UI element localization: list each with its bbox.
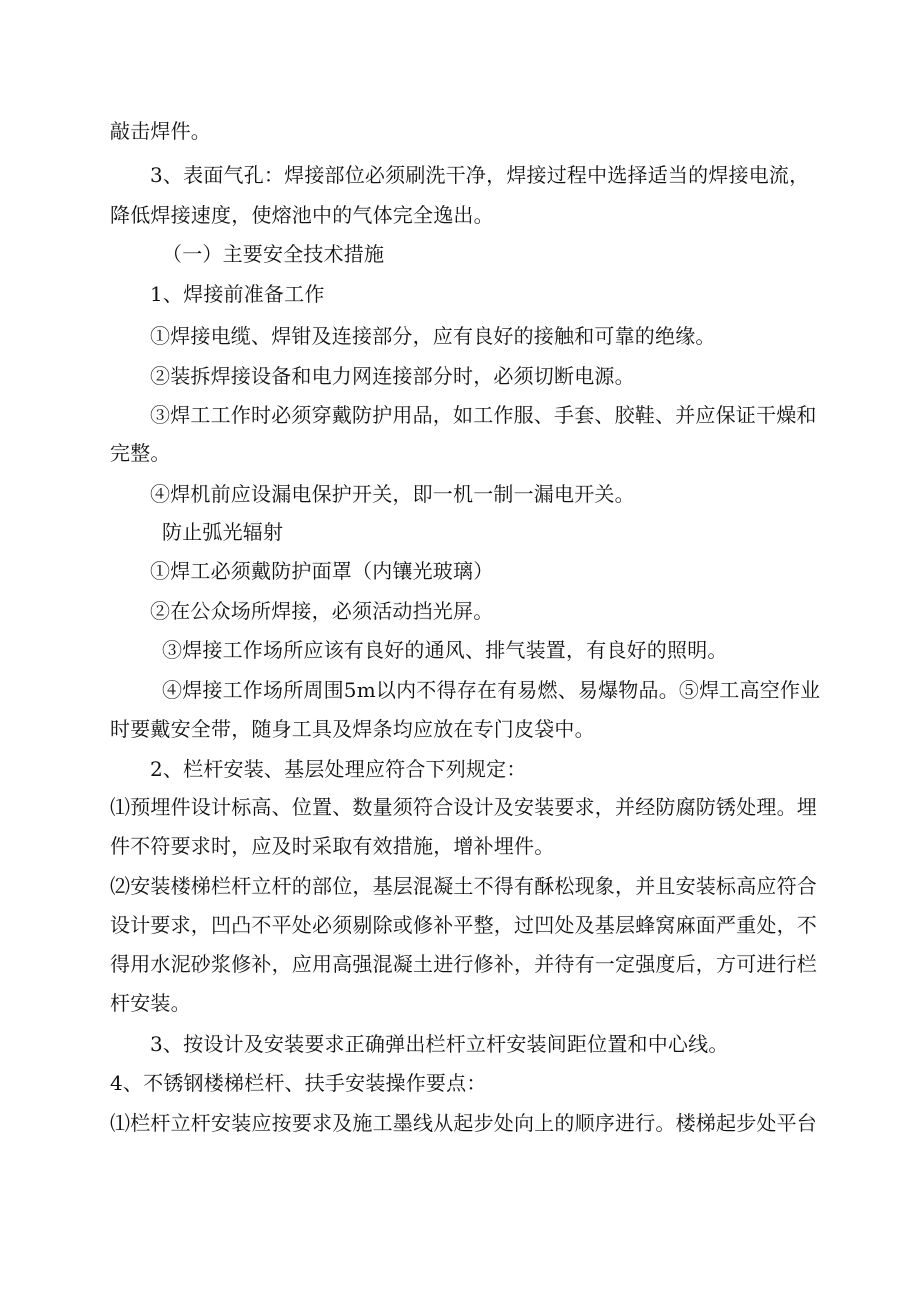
text-line: ②装拆焊接设备和电力网连接部分时，必须切断电源。 <box>150 364 635 388</box>
text-line: ④焊机前应设漏电保护开关，即一机一制一漏电开关。 <box>150 482 635 506</box>
text-line: ③焊工工作时必须穿戴防护用品，如工作服、手套、胶鞋、并应保证干燥和 <box>150 403 817 427</box>
text-line: ④焊接工作场所周围5m以内不得存在有易燃、易爆物品。⑤焊工高空作业 <box>162 678 821 702</box>
text-line: 完整。 <box>110 441 171 465</box>
text-line: ③焊接工作场所应该有良好的通风、排气装置，有良好的照明。 <box>162 638 728 662</box>
text-line: 降低焊接速度，使熔池中的气体完全逸出。 <box>110 203 494 227</box>
text-line: 得用水泥砂浆修补，应用高强混凝土进行修补，并待有一定强度后，方可进行栏 <box>110 952 817 976</box>
text-line: ⑴预埋件设计标高、位置、数量须符合设计及安装要求，并经防腐防锈处理。埋 <box>110 795 817 819</box>
text-line: ⑵安装楼梯栏杆立杆的部位，基层混凝土不得有酥松现象，并且安装标高应符合 <box>110 874 817 898</box>
subsection-heading: 3、按设计及安装要求正确弹出栏杆立杆安装间距位置和中心线。 <box>150 1032 729 1056</box>
subsection-heading: 4、不锈钢楼梯栏杆、扶手安装操作要点： <box>110 1071 487 1095</box>
subsection-heading: 1、焊接前准备工作 <box>150 282 325 306</box>
text-line: ②在公众场所焊接，必须活动挡光屏。 <box>150 599 494 623</box>
text-line: ①焊接电缆、焊钳及连接部分，应有良好的接触和可靠的绝缘。 <box>150 324 716 348</box>
text-line: 敲击焊件。 <box>110 119 211 143</box>
text-line: 设计要求，凹凸不平处必须剔除或修补平整，过凹处及基层蜂窝麻面严重处，不 <box>110 913 817 937</box>
text-line: 件不符要求时，应及时采取有效措施，增补埋件。 <box>110 834 555 858</box>
subsection-heading: 防止弧光辐射 <box>162 520 284 544</box>
text-line: 杆安装。 <box>110 991 191 1015</box>
subsection-heading: 2、栏杆安装、基层处理应符合下列规定： <box>150 757 527 781</box>
text-line: ①焊工必须戴防护面罩（内镶光玻璃） <box>150 559 494 583</box>
text-line: 3、表面气孔：焊接部位必须刷洗干净，焊接过程中选择适当的焊接电流， <box>150 163 810 187</box>
text-line: ⑴栏杆立杆安装应按要求及施工墨线从起步处向上的顺序进行。楼梯起步处平台 <box>110 1111 817 1135</box>
section-heading: （一）主要安全技术措施 <box>162 242 385 266</box>
text-line: 时要戴安全带，随身工具及焊条均应放在专门皮袋中。 <box>110 717 595 741</box>
